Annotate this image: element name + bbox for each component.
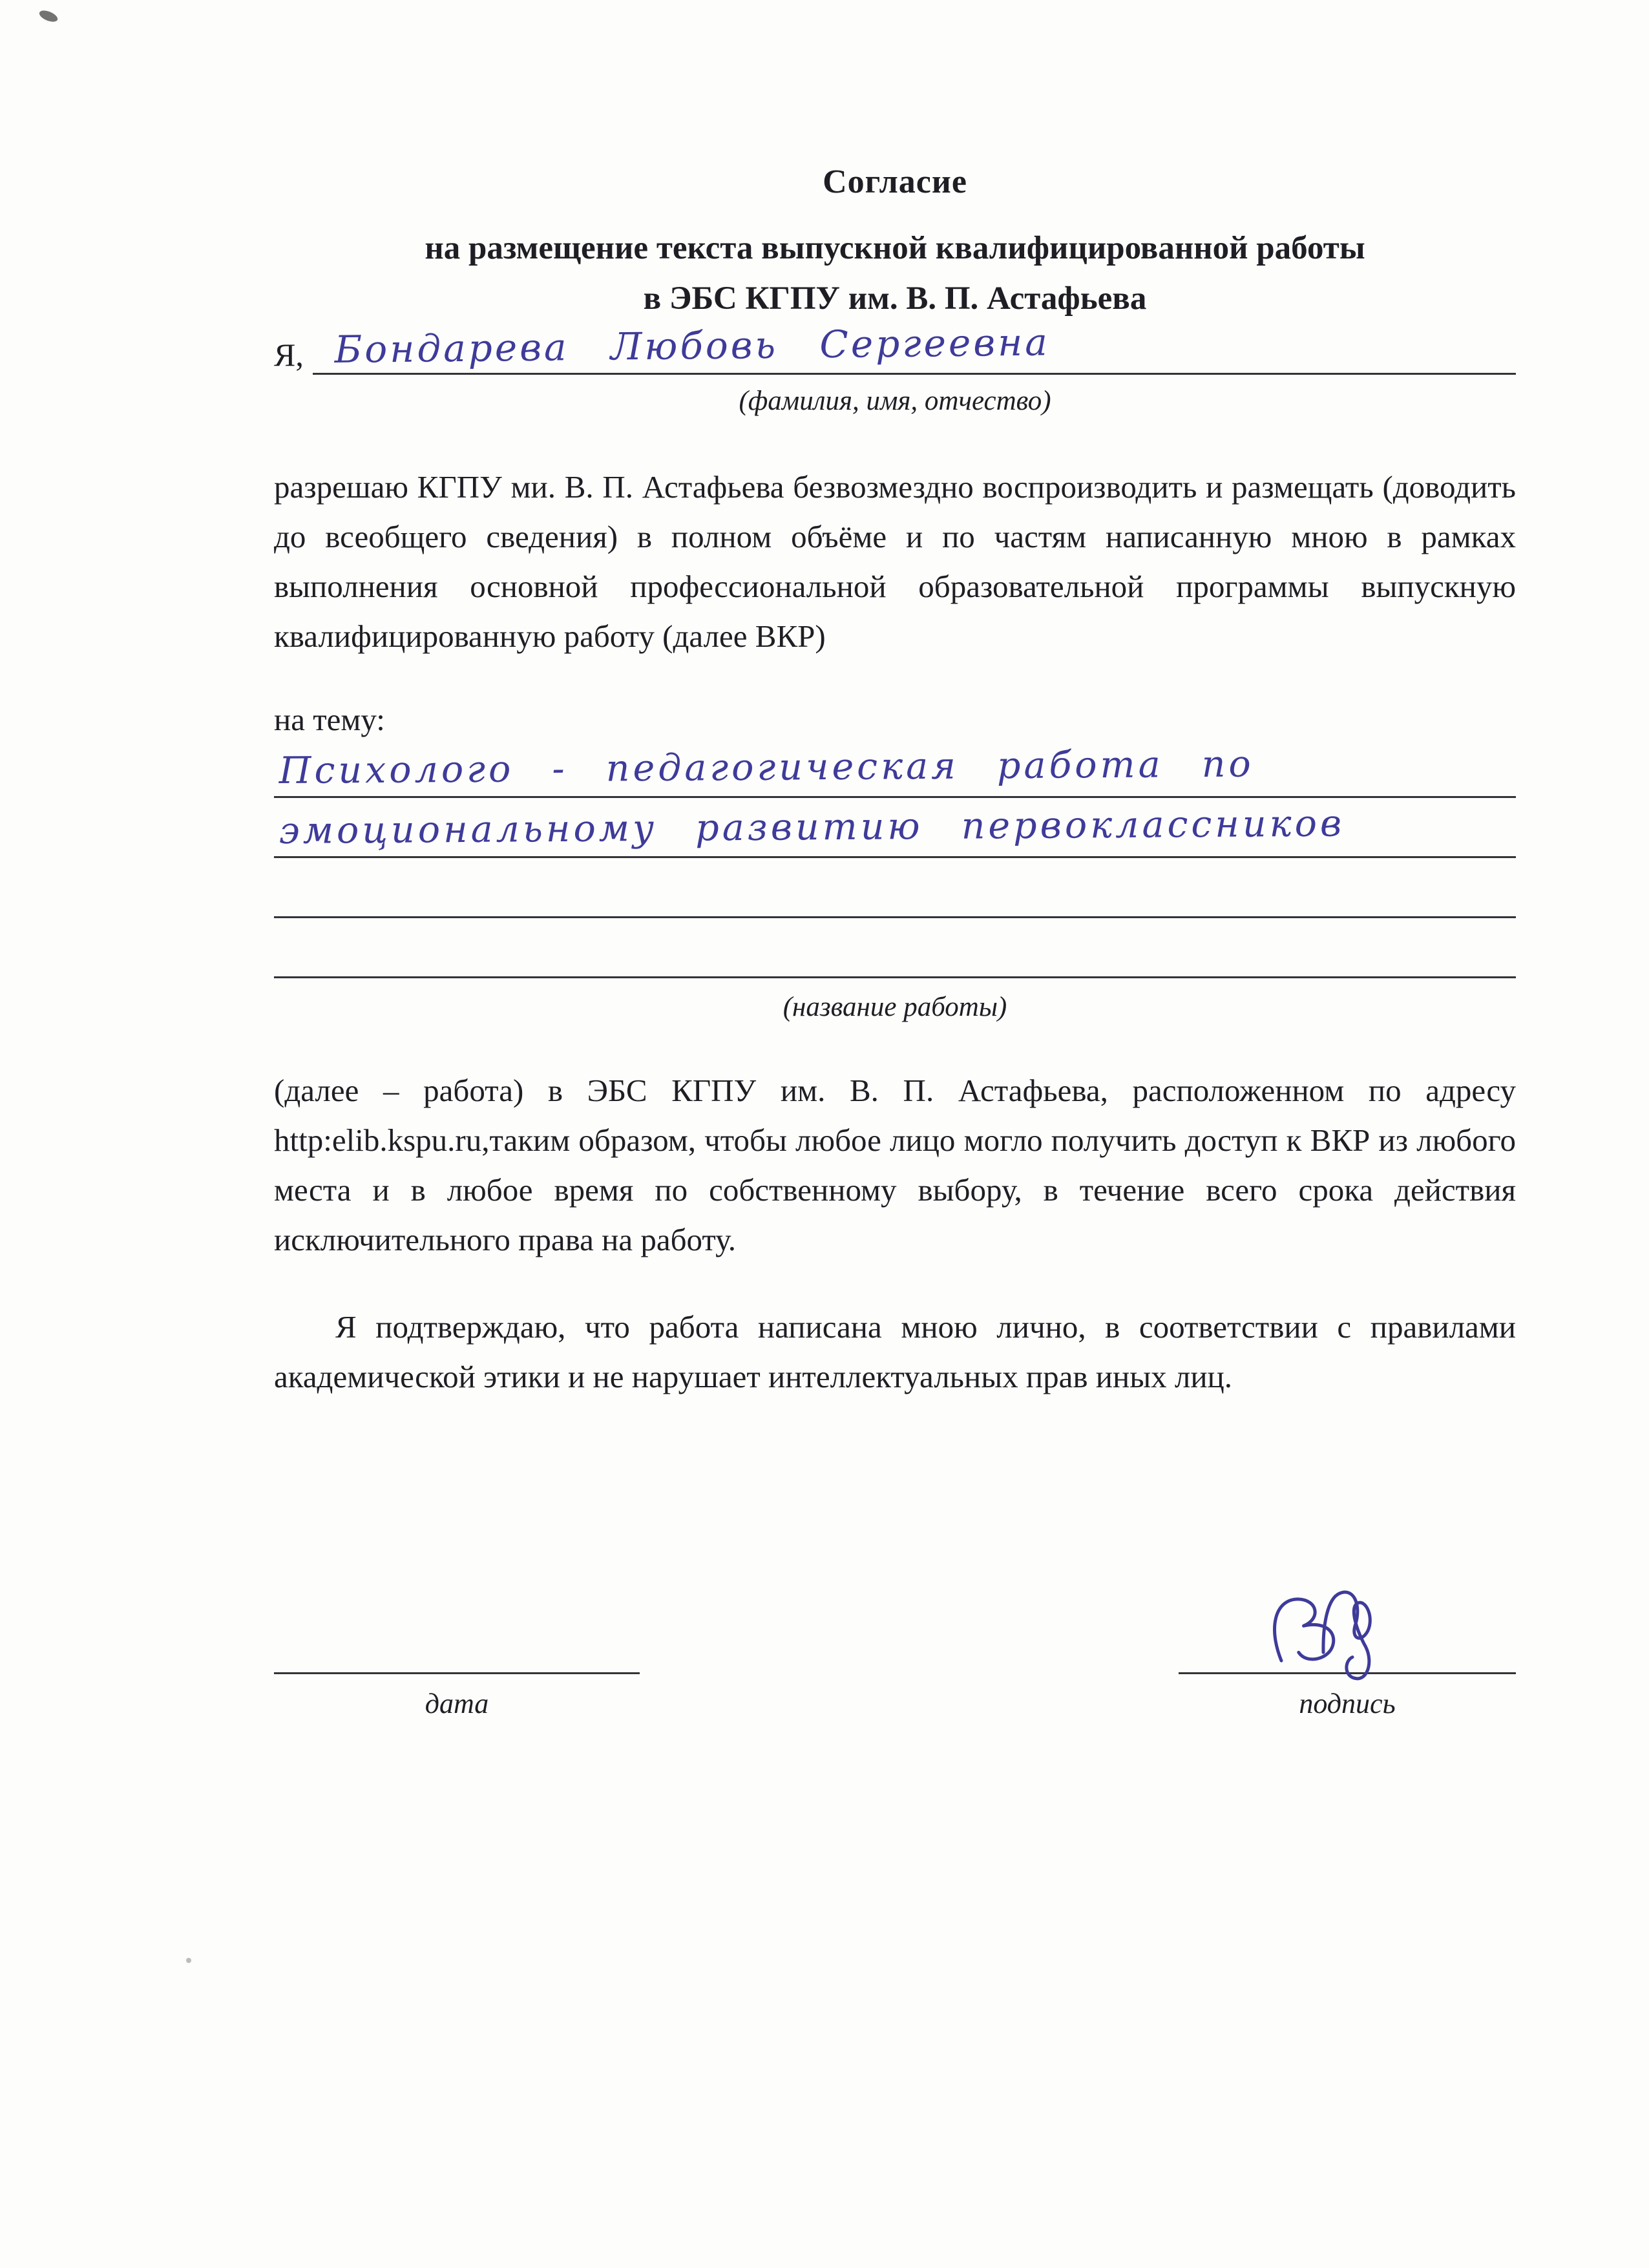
document-subtitle bbox=[274, 223, 1516, 324]
declarant-prefix: Я, bbox=[274, 337, 304, 373]
topic-handwritten-line-2: эмоциональному развитию первоклассников bbox=[278, 802, 1345, 852]
permission-paragraph: разрешаю КГПУ ми. В. П. Астафьева безвозмездно воспроизводить и размещать (доводить до всеобщего сведения) в полном объёме и по частям написанную мною в рамках выполнения основной профессиональной образовательной программы выпускную квалифицированную работу (далее ВКР) bbox=[274, 469, 1516, 654]
signature-label: подпись bbox=[1299, 1688, 1396, 1719]
terms-paragraph: (далее – работа) в ЭБС КГПУ им. В. П. Астафьева, расположенном по адресу http:elib.kspu.ru,таким образом, чтобы любое лицо могло получить доступ к ВКР из любого места и в любое время по собственному выбору, в течение всего срока действия исключительного права на работу. bbox=[274, 1073, 1516, 1257]
confirmation-paragraph: Я подтверждаю, что работа написана мною лично, в соответствии с правилами академической этики и не нарушает интеллектуальных прав иных лиц. bbox=[274, 1309, 1516, 1394]
topic-ruled-line-4 bbox=[274, 918, 1516, 978]
declarant-name-caption: (фамилия, имя, отчество) bbox=[739, 386, 1051, 416]
signature-line bbox=[1179, 1543, 1516, 1674]
scan-artifact-speck bbox=[37, 8, 59, 24]
signature-footer bbox=[274, 1543, 1516, 1720]
topic-handwritten-line-1: Психолого - педагогическая работа по bbox=[278, 742, 1254, 792]
date-block bbox=[274, 1543, 640, 1720]
date-line bbox=[274, 1543, 640, 1674]
subtitle-line-2: в ЭБС КГПУ им. В. П. Астафьева bbox=[643, 280, 1147, 317]
document-title: Согласие bbox=[823, 163, 967, 200]
topic-ruled-line-2 bbox=[274, 798, 1516, 858]
subtitle-line-1: на размещение текста выпускной квалифицированной работы bbox=[425, 230, 1365, 266]
handwritten-signature bbox=[1234, 1562, 1414, 1705]
declarant-row bbox=[274, 320, 1516, 375]
declarant-name-handwritten: Бондарева Любовь Сергеевна bbox=[334, 320, 1051, 372]
topic-ruled-line-1 bbox=[274, 738, 1516, 798]
topic-caption: (название работы) bbox=[782, 992, 1007, 1022]
signature-block bbox=[1179, 1543, 1516, 1720]
declarant-name-line bbox=[313, 320, 1516, 375]
scan-artifact-speck bbox=[186, 1958, 191, 1963]
date-label: дата bbox=[425, 1688, 489, 1719]
topic-ruled-line-3 bbox=[274, 858, 1516, 918]
topic-label: на тему: bbox=[274, 702, 385, 737]
